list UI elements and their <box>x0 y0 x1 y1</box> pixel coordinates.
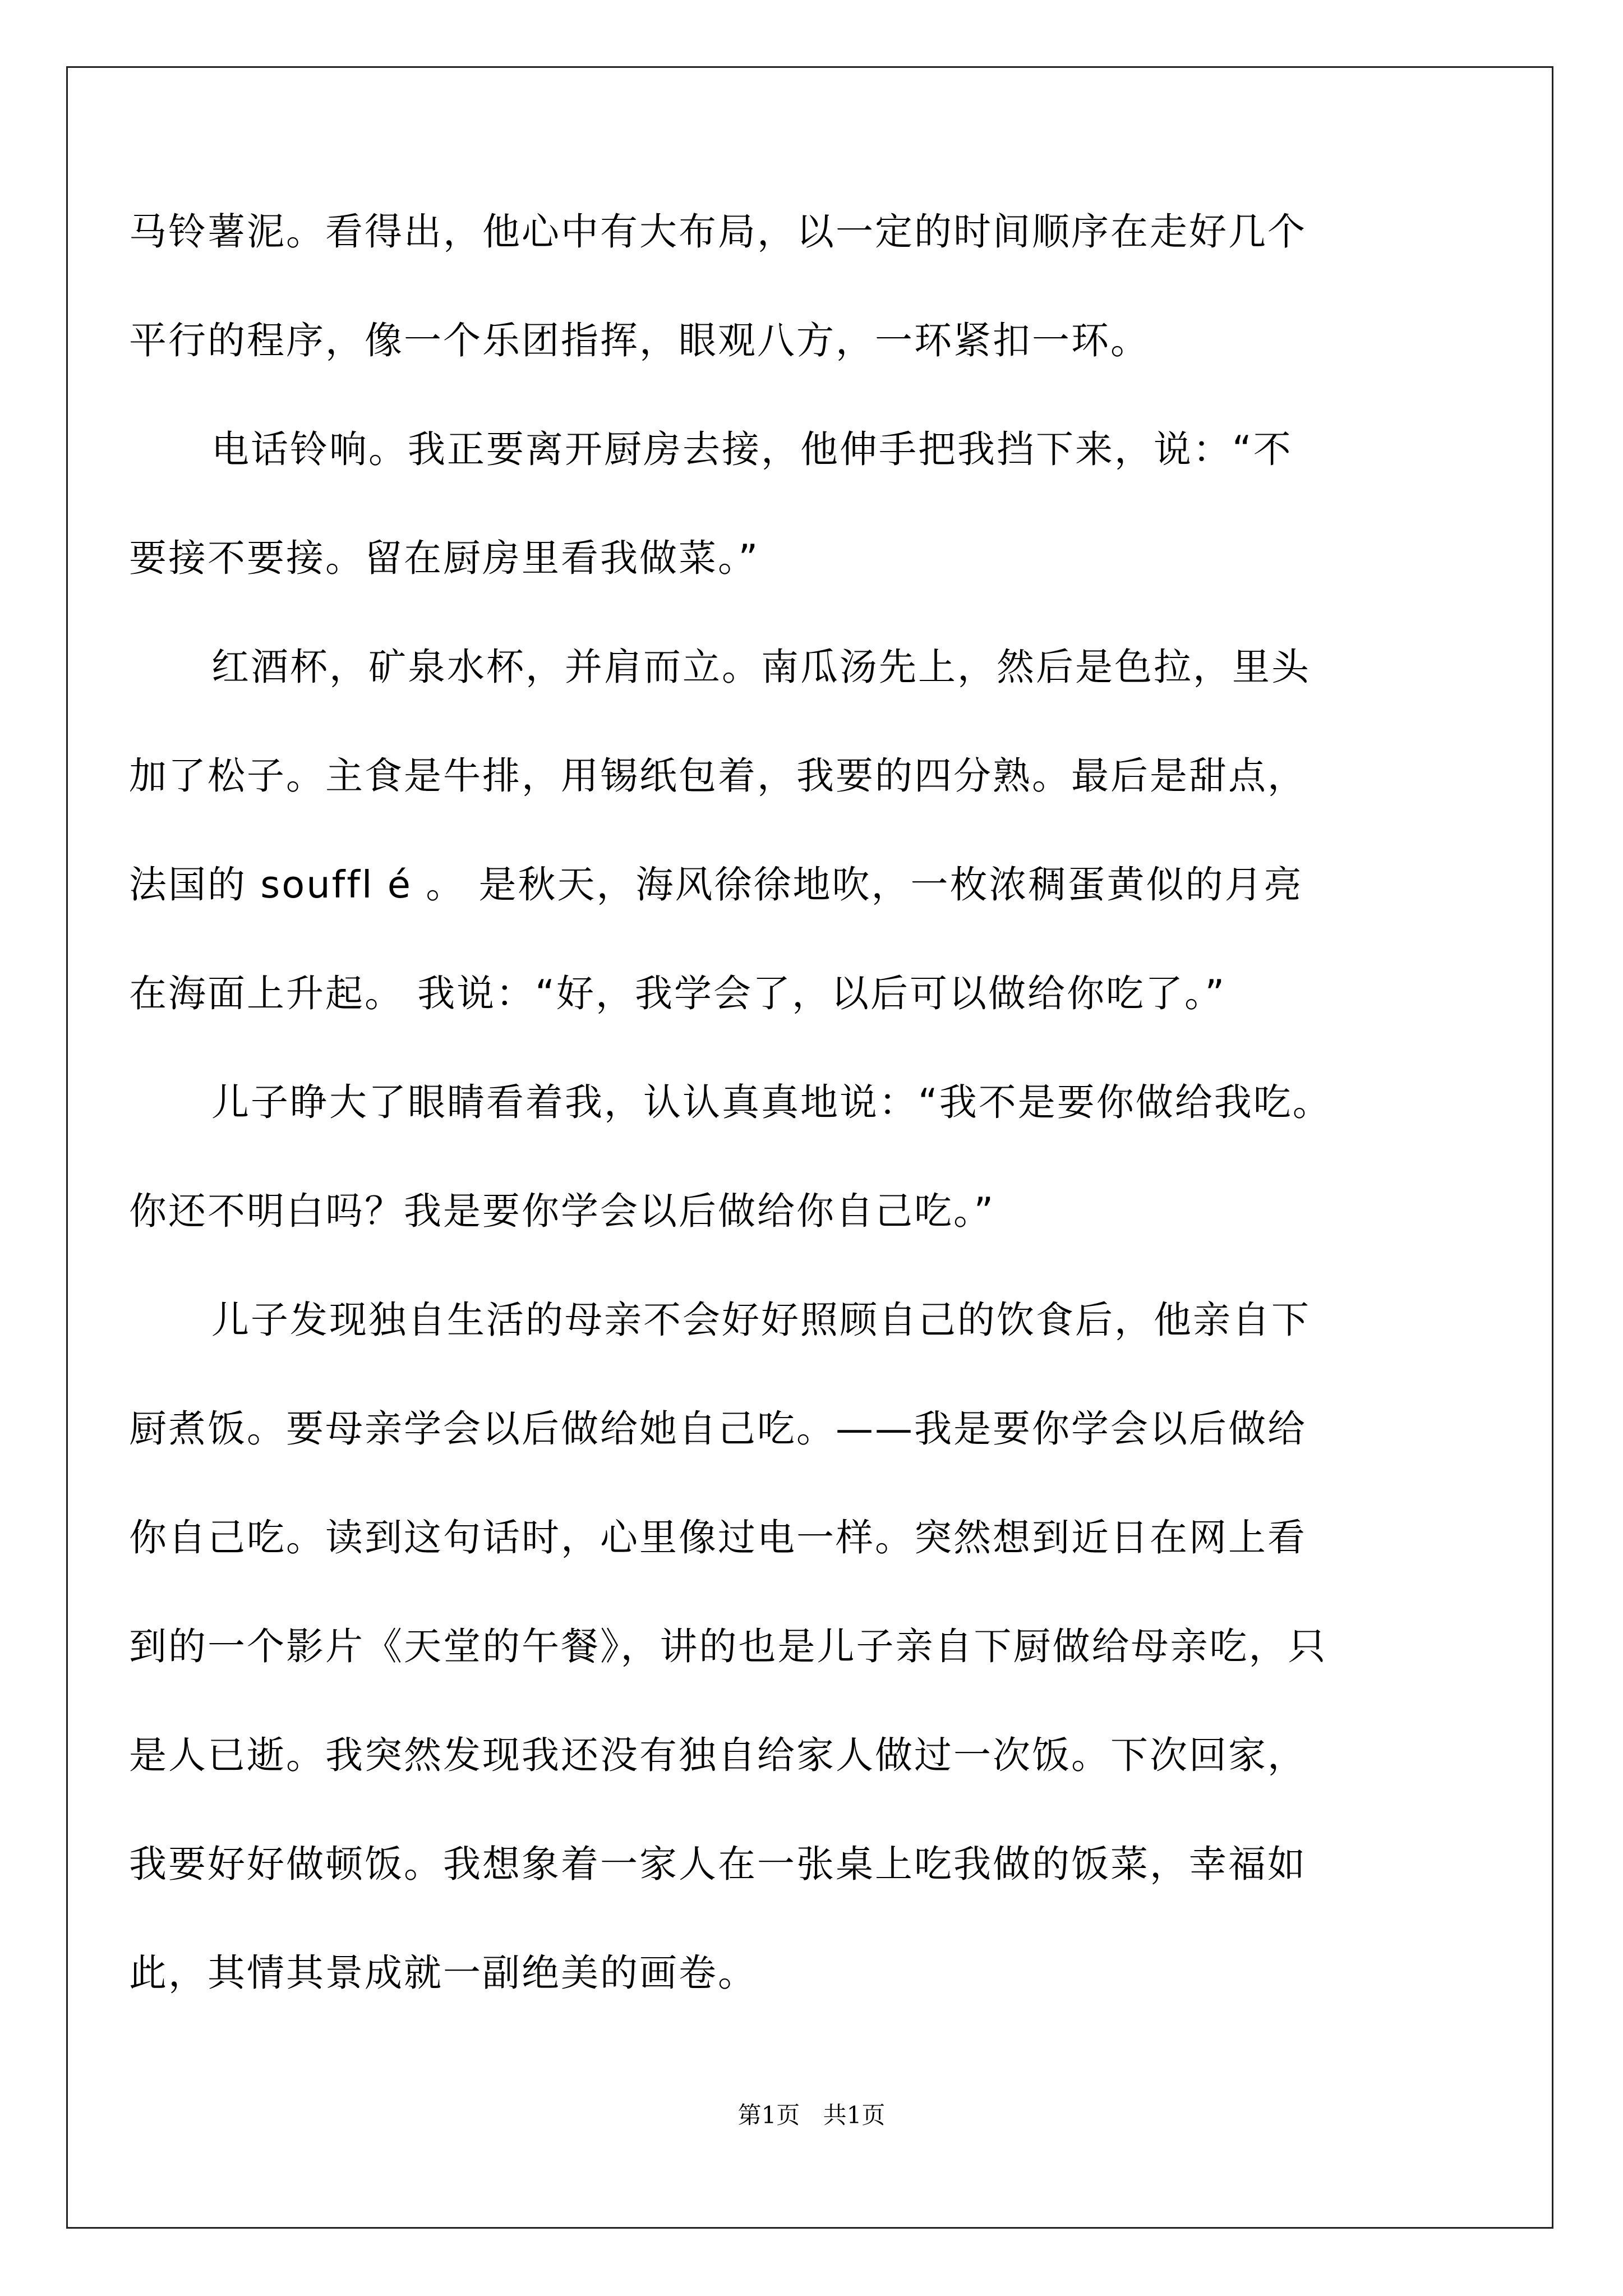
text-line: 我要好好做顿饭。我想象着一家人在一张桌上吃我做的饭菜，幸福如 <box>129 1842 1307 1886</box>
text-line: 电话铃响。我正要离开厨房去接，他伸手把我挡下来，说：“不 <box>211 427 1293 471</box>
text-line: 你自己吃。读到这句话时，心里像过电一样。突然想到近日在网上看 <box>129 1516 1307 1559</box>
text-line: 到的一个影片《天堂的午餐》，讲的也是儿子亲自下厨做给母亲吃，只 <box>129 1625 1327 1668</box>
text-line: 要接不要接。留在厨房里看我做菜。” <box>129 536 760 580</box>
text-line: 平行的程序，像一个乐团指挥，眼观八方，一环紧扣一环。 <box>129 319 1150 362</box>
text-line: 此，其情其景成就一副绝美的画卷。 <box>129 1951 757 1995</box>
page-total: 共1页 <box>823 2101 886 2129</box>
text-line: 红酒杯，矿泉水杯，并肩而立。南瓜汤先上，然后是色拉，里头 <box>211 645 1311 689</box>
text-line: 厨煮饭。要母亲学会以后做给她自己吃。——我是要你学会以后做给 <box>129 1407 1307 1451</box>
text-line: 儿子睁大了眼睛看着我，认认真真地说：“我不是要你做给我吃。 <box>211 1080 1332 1124</box>
page-footer <box>0 2097 1623 2131</box>
text-line: 儿子发现独自生活的母亲不会好好照顾自己的饮食后，他亲自下 <box>211 1298 1311 1342</box>
page-number: 第1页 <box>737 2101 800 2129</box>
document-body <box>129 210 1497 2063</box>
text-line: 在海面上升起。 我说：“好，我学会了，以后可以做给你吃了。” <box>129 972 1227 1015</box>
text-line: 你还不明白吗？我是要你学会以后做给你自己吃。” <box>129 1189 995 1233</box>
text-line: 加了松子。主食是牛排，用锡纸包着，我要的四分熟。最后是甜点， <box>129 754 1307 798</box>
text-line: 法国的 souffl é 。 是秋天，海风徐徐地吹，一枚浓稠蛋黄似的月亮 <box>129 863 1303 907</box>
text-line: 马铃薯泥。看得出，他心中有大布局，以一定的时间顺序在走好几个 <box>129 210 1307 254</box>
text-line: 是人已逝。我突然发现我还没有独自给家人做过一次饭。下次回家， <box>129 1733 1307 1777</box>
